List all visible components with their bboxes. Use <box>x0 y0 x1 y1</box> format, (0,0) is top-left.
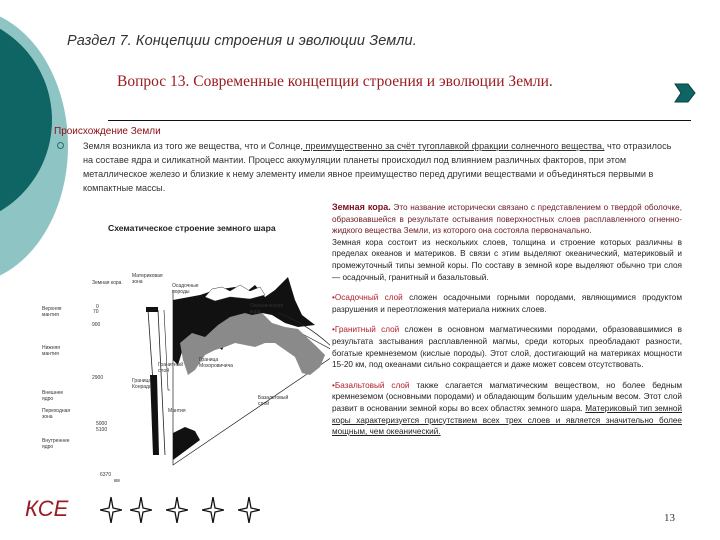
crust-para2: Земная кора состоит из нескольких слоев, толщина и строение которых различны в пределах океанов и материков. В связи с этим выделяют океанический, материковый и промежуточный типы земной коры. По составу в земной коре выделяют обычно три слоя — осадочный, гранитный и базальтовый. <box>332 237 682 282</box>
origin-paragraph <box>83 139 683 195</box>
label-km: км <box>114 478 120 484</box>
label-depth-2900: 2900 <box>92 375 104 381</box>
sedimentary-text: сложен осадочными горными породами, являющимися продуктом разрушения и переотложения материала нижних слоев. <box>332 293 682 314</box>
origin-text-underlined: преимущественно за счёт тугоплавкой фракции солнечного вещества, <box>302 141 605 151</box>
label-upper-mantle: Верхняя мантия <box>42 306 62 318</box>
section-title: Раздел 7. Концепции строения и эволюции Земли. <box>67 33 417 49</box>
basalt-text: также слагается магматическим веществом, но более бедным кремнеземом (основными породами) и обладающим большим удельным весом. Этот слой развит в основании земной коры во всех областях земного шара. <box>332 380 682 413</box>
label-moho: Граница Мохоровичича <box>199 357 233 369</box>
next-slide-button[interactable] <box>674 83 696 103</box>
basalt-term: •Базальтовый слой <box>332 380 410 390</box>
page-number: 13 <box>664 512 675 524</box>
question-title: Вопрос 13. Современные концепции строения и эволюции Земли. <box>117 73 553 90</box>
origin-text-1: Земля возникла из того же вещества, что и Солнце, <box>83 141 303 151</box>
basalt-underlined: Материковый тип земной коры характеризуется присутствием всех трех слоев и является значительно более мощным, чем океанический. <box>332 403 682 437</box>
label-transition-zone: Переходная зона <box>42 408 71 420</box>
label-depth-5000: 5000 <box>96 421 108 427</box>
crust-description <box>332 202 682 438</box>
label-depth-6370: 6370 <box>100 472 112 478</box>
label-sedimentary: Осадочные породы <box>172 283 199 295</box>
star-icon <box>238 497 260 523</box>
title-divider <box>108 120 691 121</box>
label-depth-0: 0 <box>96 304 99 310</box>
figure-title: Схематическое строение земного шара <box>108 223 276 233</box>
crust-intro: Это название исторически связано с представлением о твердой оболочке, образовавшейся в результате остывания поверхностных слоев расплавленного огненно-жидкого вещества Земли, из которого она состояла первоначально. <box>332 203 683 236</box>
star-icon <box>166 497 188 523</box>
label-depth-70: 70 <box>93 309 99 315</box>
label-basalt-layer: Базальтовый слой <box>258 395 289 407</box>
label-conrad: Граница Конрада <box>132 378 152 390</box>
crust-heading: Земная кора. <box>332 202 391 212</box>
label-outer-core: Внешнее ядро <box>42 390 64 402</box>
label-mantle: Мантия <box>168 408 186 414</box>
star-icon <box>130 497 152 523</box>
star-icon <box>100 497 122 523</box>
label-granite-layer: Гранитный слой <box>158 362 183 374</box>
granite-text: сложен в основном магматическими породами, образовавшимися в результата застывания расплавленной магмы, среди которых преобладают разности, богатые кремнеземом (кислые породы). Этот слой, достигающий на материках мощности 15-20 км, под океанами сильно сокращается и даже может совсем отсутствовать. <box>332 325 682 370</box>
label-depth-900: 900 <box>92 322 101 328</box>
footer-logo: КСЕ <box>25 496 69 521</box>
label-depth-5100: 5100 <box>96 427 108 433</box>
chevron-right-icon <box>674 83 696 103</box>
label-continental-zone: Материковая зона <box>132 273 163 285</box>
label-crust: Земная кора <box>92 280 122 286</box>
label-inner-core: Внутреннее ядро <box>42 438 70 450</box>
star-icon <box>202 497 224 523</box>
bullet-ring-icon <box>57 142 64 149</box>
sedimentary-term: •Осадочный слой <box>332 293 403 303</box>
origin-heading: Происхождение Земли <box>54 126 161 137</box>
granite-term: •Гранитный слой <box>332 325 400 335</box>
label-oceanic-crust: Океаническая кора <box>250 303 283 315</box>
label-lower-mantle: Нижняя мантия <box>42 345 60 357</box>
origin-text-2: что отразилось на составе ядра и силикатной мантии. Процесс аккумуляции планеты происходил под влиянием различных факторов, при этом металлическое железо и близкие к нему элементу имели явное преимущество перед другими веществами и объединяться первыми в компактные массы. <box>83 141 672 193</box>
